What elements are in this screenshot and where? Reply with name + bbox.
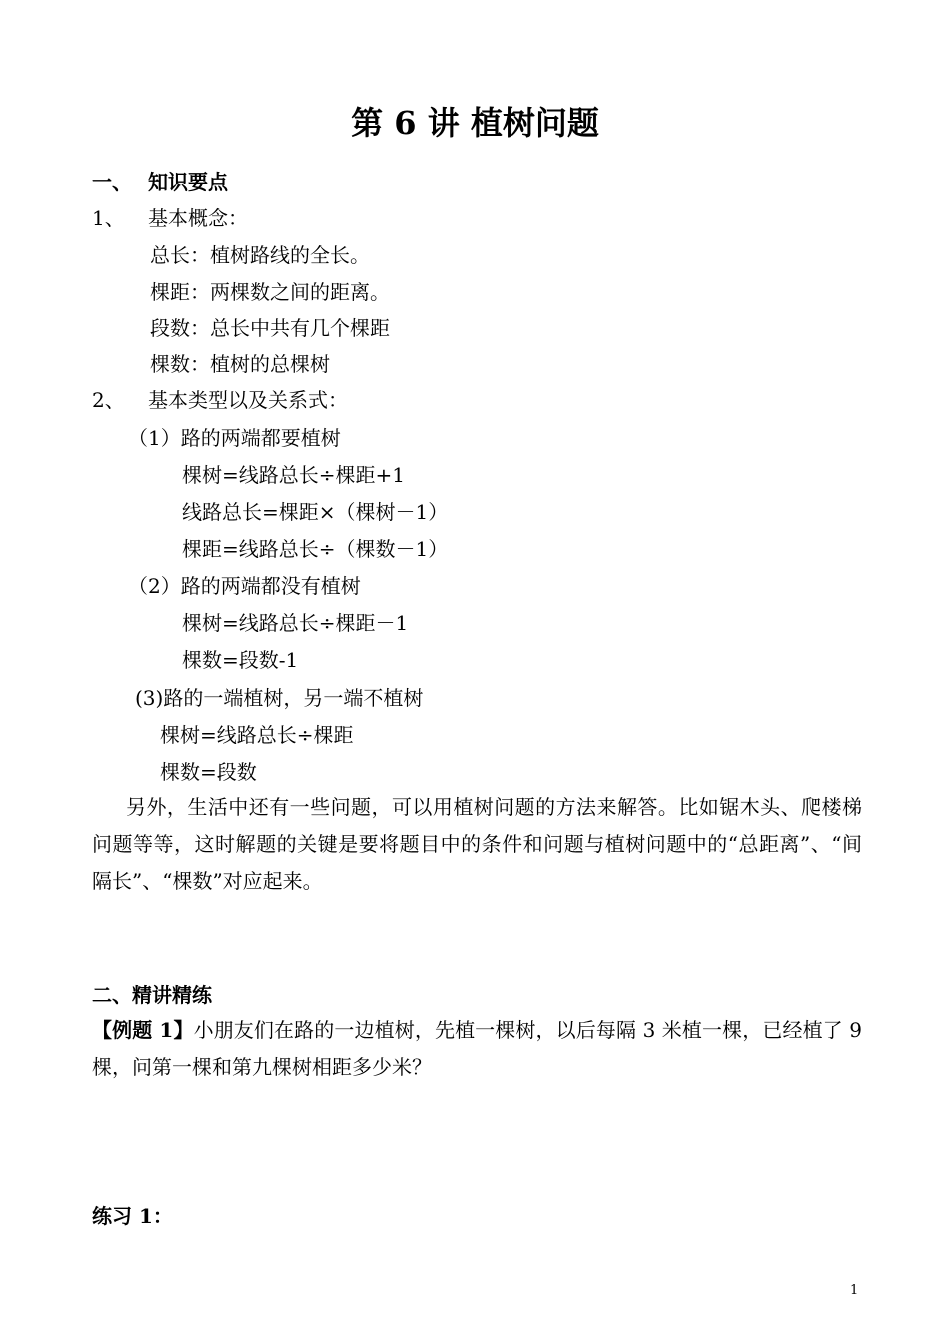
definition-tree-count: 棵数：植树的总棵树 [150, 352, 330, 376]
page-title: 第 6 讲 植树问题 [351, 104, 599, 142]
definition-segments: 段数：总长中共有几个棵距 [150, 316, 390, 340]
case3-formula-1: 棵树=线路总长÷棵距 [160, 723, 354, 747]
example1-label: 【例题 1】 [92, 1018, 194, 1042]
note-paragraph: 另外，生活中还有一些问题，可以用植树问题的方法来解答。比如锯木头、爬楼梯问题等等，这时解题的关键是要将题目中的条件和问题与植树问题中的“总距离”、“间隔长”、“棵数”对应起来。 [92, 795, 862, 893]
example1-text: 小朋友们在路的一边植树，先植一棵树，以后每隔 3 米植一棵，已经植了 9 棵，问第一棵和第九棵树相距多少米？ [92, 1018, 862, 1079]
case3-title: (3)路的一端植树，另一端不植树 [135, 686, 424, 710]
section1-number: 一、 [92, 170, 132, 194]
case2-title: （2）路的两端都没有植树 [128, 574, 361, 598]
section1-heading: 知识要点 [148, 170, 228, 194]
example1-paragraph [92, 1012, 862, 1086]
case1-formula-1: 棵树=线路总长÷棵距+1 [182, 463, 405, 487]
definition-total-length: 总长：植树路线的全长。 [150, 243, 370, 267]
item1-label: 基本概念： [148, 206, 248, 230]
definition-tree-spacing: 棵距：两棵数之间的距离。 [150, 280, 390, 304]
item1-number: 1、 [92, 206, 125, 230]
case3-formula-2: 棵数=段数 [160, 760, 257, 784]
case2-formula-2: 棵数=段数-1 [182, 648, 299, 672]
case1-formula-2: 线路总长=棵距×（棵树－1） [182, 500, 449, 524]
case2-formula-1: 棵树=线路总长÷棵距－1 [182, 611, 409, 635]
case1-formula-3: 棵距=线路总长÷（棵数－1） [182, 537, 449, 561]
item2-label: 基本类型以及关系式： [148, 388, 348, 412]
case1-title: （1）路的两端都要植树 [128, 426, 341, 450]
item2-number: 2、 [92, 388, 125, 412]
page-number: 1 [850, 1283, 859, 1298]
section2-heading: 二、精讲精练 [92, 983, 212, 1007]
practice1-label: 练习 1： [92, 1204, 173, 1228]
